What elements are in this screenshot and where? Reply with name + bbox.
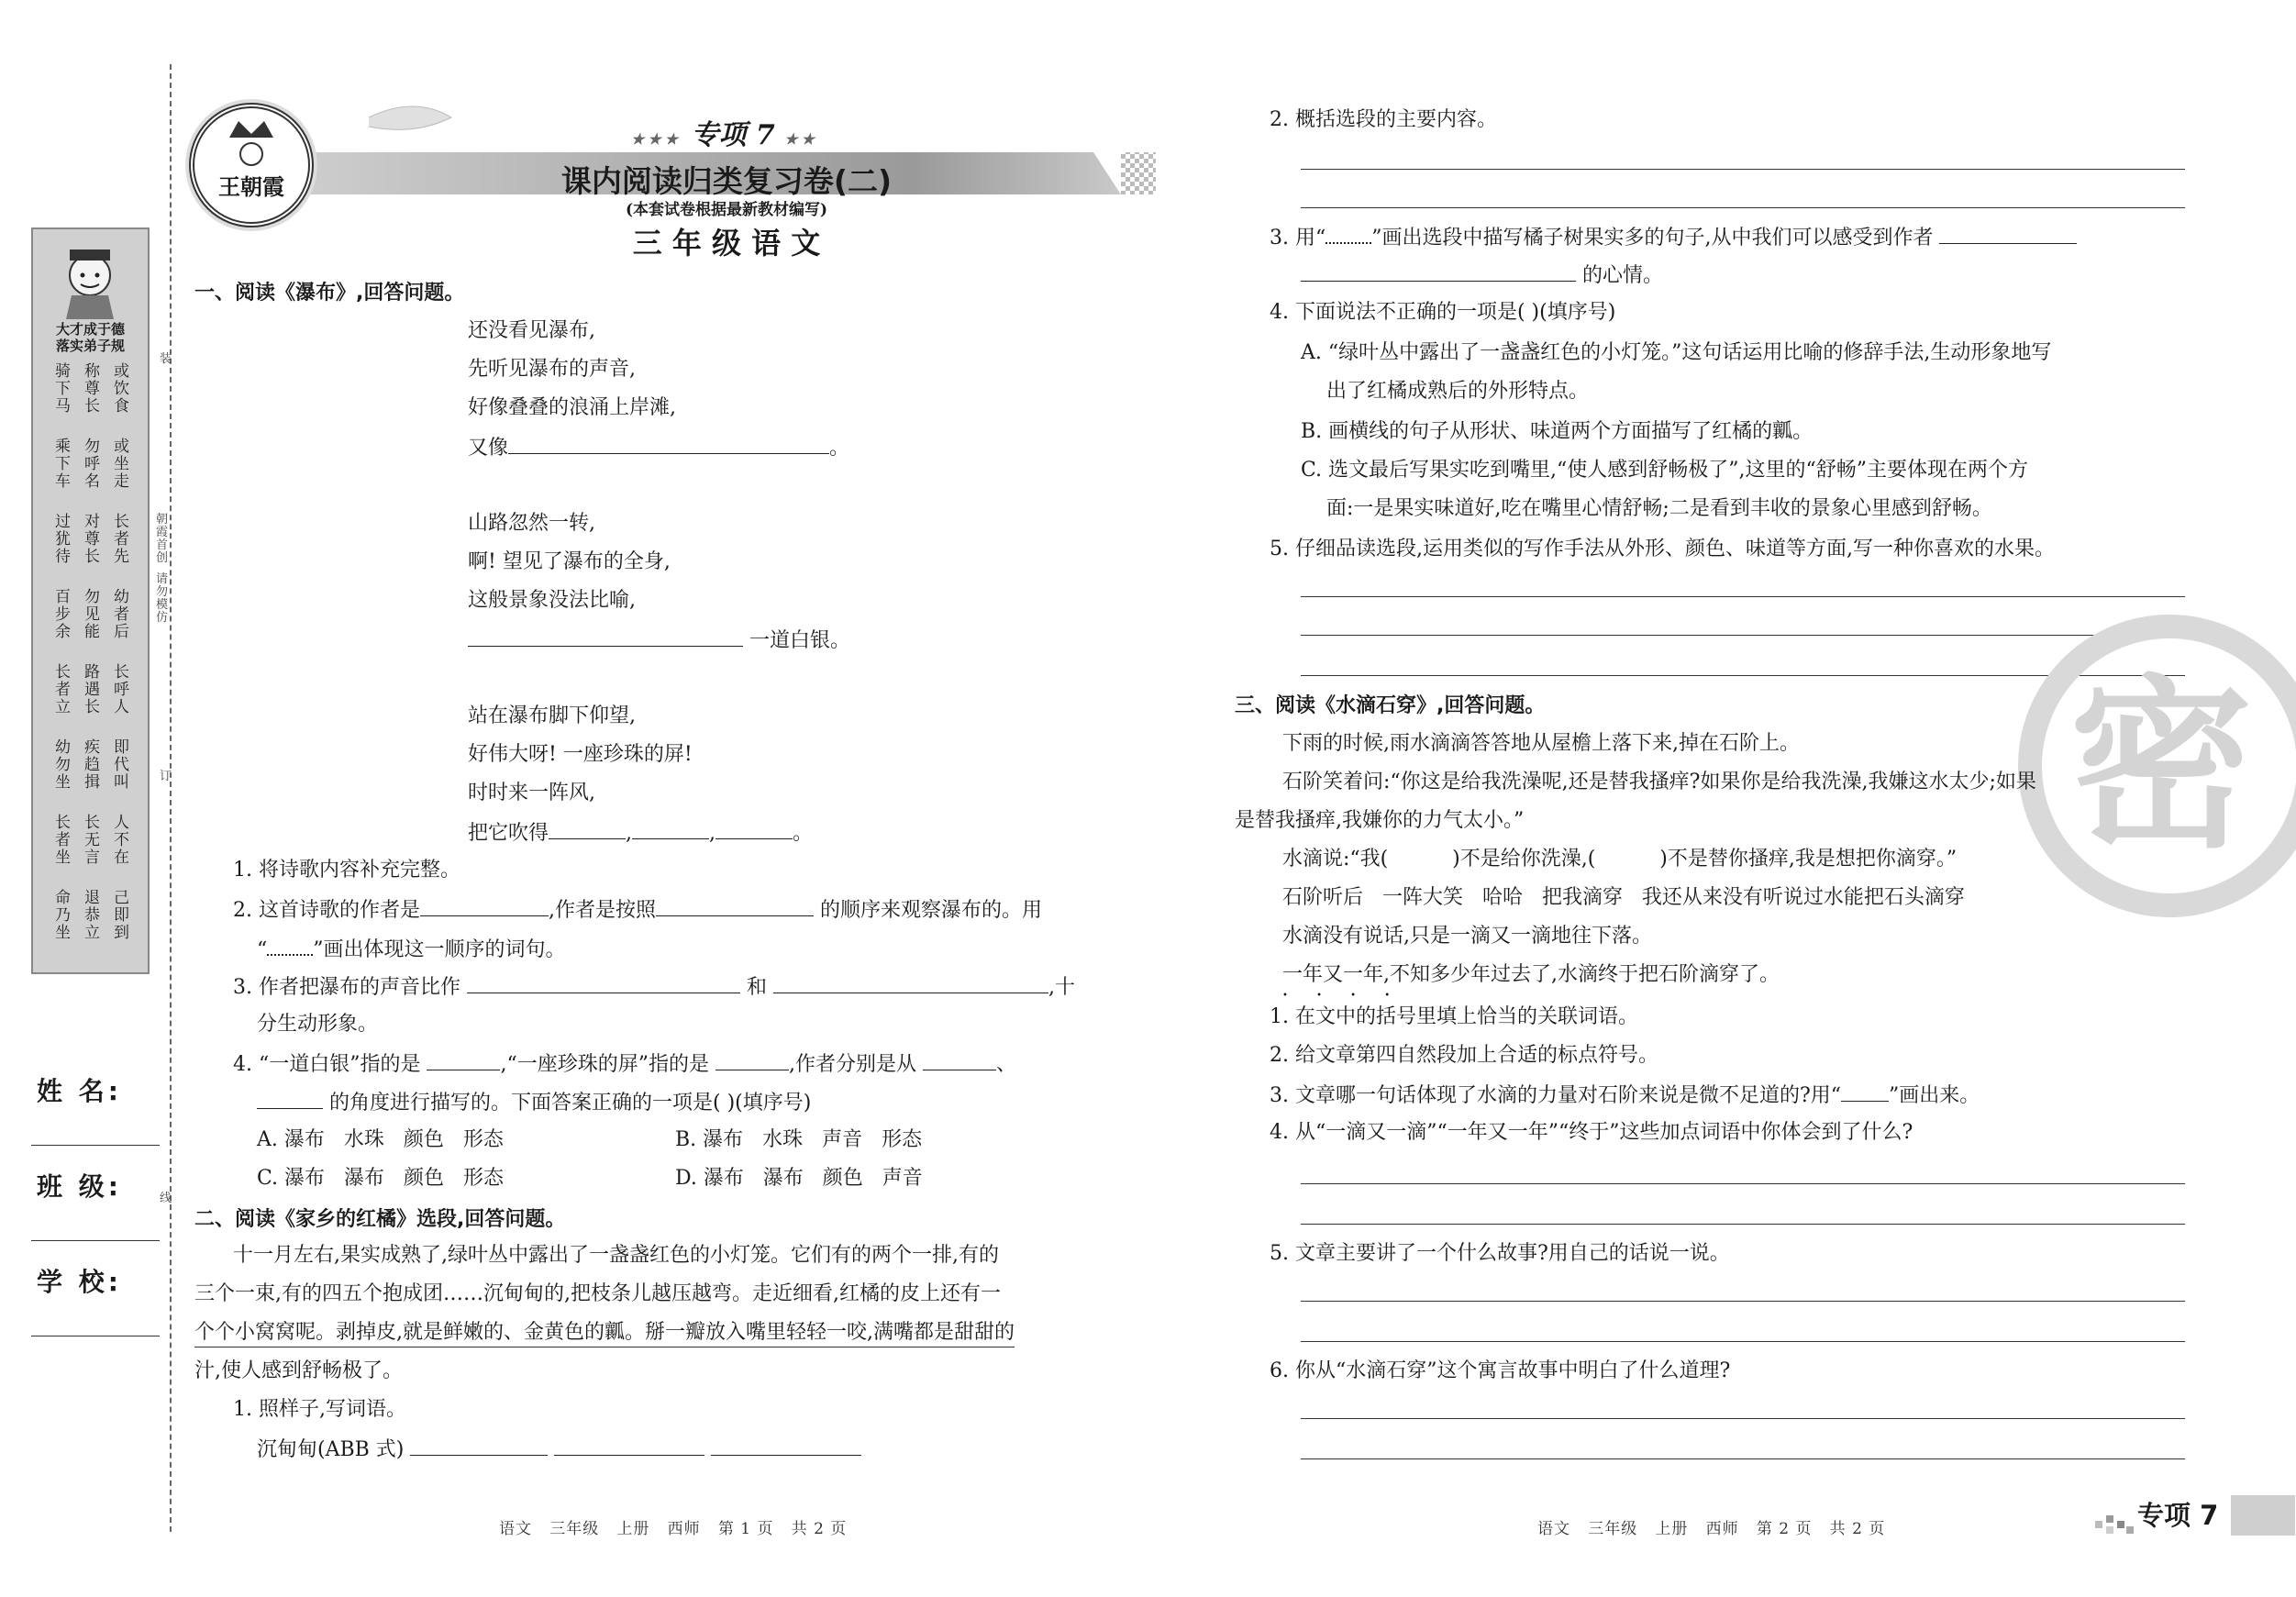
p1-question-3-cont: 分生动形象。	[257, 1013, 379, 1036]
p3-q3-text-b: ”画出来。	[1889, 1084, 1980, 1107]
series-badge	[631, 112, 818, 152]
exam-note: (本套试卷根据最新教材编写)	[625, 201, 828, 219]
class-label: 班 级:	[37, 1171, 122, 1202]
poem-line-2: 先听见瀑布的声音,	[468, 358, 636, 381]
rule-column: 长者立	[55, 663, 71, 716]
rule-column: 乘下车	[55, 438, 71, 491]
p2-wavy-sample	[1325, 222, 1371, 244]
rule-column: 命乃坐	[55, 889, 71, 942]
poem-blank-1[interactable]	[508, 433, 829, 454]
p2-passage-line-3: 个个小窝窝呢。剥掉皮,就是鲜嫩的、金黄色的瓤。掰一瓣放入嘴里轻轻一咬,满嘴都是甜甜的	[194, 1319, 1015, 1347]
p1-q4-text-b: ,“一座珍珠的屏”指的是	[500, 1053, 709, 1076]
p2-question-5: 5. 仔细品读选段,运用类似的写作手法从外形、颜色、味道等方面,写一种你喜欢的水果。	[1270, 538, 2055, 560]
p1-question-3	[233, 972, 1075, 1002]
p1-option-d[interactable]: D. 瀑布 瀑布 颜色 声音	[675, 1167, 923, 1190]
poem-line-7: 这般景象没法比喻,	[468, 589, 636, 612]
poem-blank-4[interactable]	[632, 818, 709, 839]
p2-q2-answer-line-1[interactable]	[1301, 169, 2185, 170]
p2-q1-blank-2[interactable]	[554, 1435, 704, 1456]
p1-q4-text-e: 的角度进行描写的。下面答案正确的一项是( )(填序号)	[329, 1092, 812, 1115]
p2-q1-blank-1[interactable]	[410, 1435, 548, 1456]
poem-line-12-text: 把它吹得	[468, 822, 549, 845]
rules-title-1: 大才成于德	[55, 321, 125, 338]
rule-column: 幼者后	[114, 588, 129, 641]
p2-q2-answer-line-2[interactable]	[1301, 207, 2185, 208]
p2-q3-blank-1[interactable]	[1939, 223, 2077, 244]
p3-q4-answer-line-1[interactable]	[1301, 1183, 2185, 1184]
poem-line-5: 山路忽然一转,	[468, 512, 595, 535]
poem-line-3: 好像叠叠的浪涌上岸滩,	[468, 396, 676, 419]
rule-column: 长无言	[84, 814, 100, 867]
p3-q6-answer-line-2[interactable]	[1301, 1458, 2185, 1459]
p1-q4-blank-4[interactable]	[257, 1088, 323, 1109]
p2-q5-answer-line-1[interactable]	[1301, 596, 2185, 597]
footer-tab-label: 专项 7	[2137, 1500, 2219, 1531]
p1-q4-text-c: ,作者分别是从	[788, 1053, 916, 1076]
rule-column: 或坐走	[114, 438, 129, 491]
name-field[interactable]	[31, 1145, 160, 1146]
p2-q5-answer-line-2[interactable]	[1301, 635, 2185, 636]
p1-question-4-cont	[257, 1088, 811, 1117]
rules-panel	[31, 227, 150, 974]
p3-question-5: 5. 文章主要讲了一个什么故事?用自己的话说一说。	[1270, 1242, 1730, 1265]
footer-page-2: 语文 三年级 上册 西师 第 2 页 共 2 页	[1537, 1520, 1886, 1538]
p1-q4-blank-1[interactable]	[427, 1049, 500, 1070]
p2-question-1: 1. 照样子,写词语。	[233, 1398, 406, 1421]
logo-text: 王朝霞	[218, 173, 284, 200]
rule-column: 或饮食	[114, 362, 129, 416]
p2-passage-line-4: 汁,使人感到舒畅极了。	[194, 1359, 403, 1382]
rule-column: 人不在	[114, 814, 129, 867]
p1-q2-text-d: “	[257, 938, 268, 961]
poem-line-8	[468, 626, 850, 655]
p2-question-2: 2. 概括选段的主要内容。	[1270, 108, 1497, 131]
p2-q4-option-c-cont: 面:一是果实味道好,吃在嘴里心情舒畅;二是看到丰收的景象心里感到舒畅。	[1326, 497, 1992, 520]
brand-logo	[189, 103, 314, 227]
watermark-char: 密	[2069, 660, 2254, 873]
p1-q3-text-c: ,十	[1048, 976, 1075, 999]
part2-heading: 二、阅读《家乡的红橘》选段,回答问题。	[194, 1208, 566, 1231]
p3-question-3	[1270, 1081, 1980, 1110]
p3-passage-line-6: 水滴没有说话,只是一滴又一滴地往下落。	[1282, 925, 1652, 948]
rule-column: 勿见能	[84, 588, 100, 641]
rule-column: 对尊长	[84, 513, 100, 566]
p3-question-4: 4. 从“一滴又一滴”“一年又一年”“终于”这些加点词语中你体会到了什么?	[1270, 1121, 1913, 1144]
student-cartoon-icon	[35, 237, 146, 319]
p3-passage-line-2: 石阶笑着问:“你这是给我洗澡呢,还是替我搔痒?如果你是给我洗澡,我嫌这水太少;如果	[1282, 771, 2036, 793]
p1-question-1: 1. 将诗歌内容补充完整。	[233, 859, 460, 882]
rule-column: 长者先	[114, 513, 129, 566]
name-label: 姓 名:	[37, 1076, 122, 1106]
p3-q5-answer-line-1[interactable]	[1301, 1301, 2185, 1302]
p1-q4-text-a: 4. “一道白银”指的是	[233, 1053, 421, 1076]
rule-column: 即代叫	[114, 738, 129, 792]
p3-passage-line-3: 是替我搔痒,我嫌你的力气太小。”	[1235, 809, 1525, 832]
exam-subject: 三 年 级 语 文	[632, 226, 821, 261]
rule-column: 幼勿坐	[55, 738, 71, 792]
rule-column: 疾趋揖	[84, 738, 100, 792]
binding-dashed-line	[170, 64, 172, 1532]
exam-title: 课内阅读归类复习卷(二)	[560, 163, 893, 199]
footer-tab-block	[2231, 1495, 2295, 1536]
poem-line-1: 还没看见瀑布,	[468, 319, 595, 342]
p3-passage-line-7: 一年又一年,不知多少年过去了,水滴终于把石阶滴穿了。	[1282, 963, 1780, 986]
rule-column: 百步余	[55, 588, 71, 641]
class-field[interactable]	[31, 1240, 160, 1241]
school-label: 学 校:	[37, 1267, 122, 1297]
binding-mark-3: 线	[160, 1192, 172, 1205]
p2-q1-example	[257, 1435, 861, 1464]
p1-q3-blank-2[interactable]	[773, 972, 1048, 993]
p1-q2-blank-author[interactable]	[420, 895, 549, 916]
rule-column: 勿呼名	[84, 438, 100, 491]
p1-option-c[interactable]: C. 瀑布 瀑布 颜色 形态	[257, 1167, 504, 1190]
rules-columns	[33, 363, 148, 969]
p2-question-3-cont	[1301, 261, 1663, 290]
poem-line-4: 又像 。	[468, 433, 849, 462]
p2-q1-example-text: 沉甸甸(ABB 式)	[257, 1438, 405, 1461]
p3-question-1: 1. 在文中的括号里填上恰当的关联词语。	[1270, 1005, 1638, 1028]
footer-tab	[2095, 1495, 2296, 1541]
p2-q1-blank-3[interactable]	[711, 1435, 861, 1456]
rule-column: 骑下马	[55, 362, 71, 416]
rule-column: 长者坐	[55, 814, 71, 867]
p3-q5-answer-line-2[interactable]	[1301, 1341, 2185, 1342]
p3-q6-answer-line-1[interactable]	[1301, 1418, 2185, 1419]
p1-q4-blank-3[interactable]	[923, 1049, 996, 1070]
p2-q4-option-a-cont: 出了红橘成熟后的外形特点。	[1326, 380, 1590, 403]
p2-passage-line-2: 三个一束,有的四五个抱成团……沉甸甸的,把枝条儿越压越弯。走近细看,红橘的皮上还有一	[194, 1282, 1001, 1305]
p2-passage-line-1: 十一月左右,果实成熟了,绿叶丛中露出了一盏盏红色的小灯笼。它们有的两个一排,有的	[233, 1244, 999, 1267]
p1-q3-text-b: 和	[746, 976, 767, 999]
rule-column: 己即到	[114, 889, 129, 942]
rule-column: 路遇长	[84, 663, 100, 716]
poem-line-12: 把它吹得 , , 。	[468, 818, 813, 848]
p2-q3-text-a: 3. 用“	[1270, 227, 1326, 250]
binding-mark-1: 装	[160, 352, 172, 366]
p1-question-4	[233, 1049, 1016, 1079]
p1-question-2-cont	[257, 934, 566, 964]
p2-q3-blank-2[interactable]	[1301, 261, 1576, 282]
poem-line-10: 好伟大呀! 一座珍珠的屏!	[468, 743, 693, 766]
footer-page-1: 语文 三年级 上册 西师 第 1 页 共 2 页	[499, 1520, 848, 1538]
part1-heading: 一、阅读《瀑布》,回答问题。	[194, 282, 465, 305]
p3-passage-line-1: 下雨的时候,雨水滴滴答答地从屋檐上落下来,掉在石阶上。	[1282, 732, 1800, 755]
p2-question-4: 4. 下面说法不正确的一项是( )(填序号)	[1270, 301, 1616, 324]
rule-column: 称尊长	[84, 362, 100, 416]
poem-line-8-text: 一道白银。	[749, 629, 851, 652]
poem-line-11: 时时来一阵风,	[468, 782, 595, 804]
rule-column: 退恭立	[84, 889, 100, 942]
p2-q4-option-a[interactable]: A. “绿叶丛中露出了一盏盏红色的小灯笼。”这句话运用比喻的修辞手法,生动形象地写	[1301, 341, 2052, 364]
rule-column: 长呼人	[114, 663, 129, 716]
p1-q3-text-a: 3. 作者把瀑布的声音比作	[233, 976, 460, 999]
crown-icon	[194, 108, 308, 222]
p3-question-6: 6. 你从“水滴石穿”这个寓言故事中明白了什么道理?	[1270, 1359, 1731, 1382]
p2-q4-option-c[interactable]: C. 选文最后写果实吃到嘴里,“使人感到舒畅极了”,这里的“舒畅”主要体现在两个方	[1301, 459, 2029, 482]
p1-q3-blank-1[interactable]	[467, 972, 740, 993]
poem-blank-2[interactable]	[468, 626, 743, 647]
p1-q2-text-b: ,作者是按照	[548, 899, 656, 922]
p3-passage-line-4: 水滴说:“我( )不是给你洗澡,( )不是替你搔痒,我是想把你滴穿。”	[1282, 848, 1958, 871]
rule-column: 过犹待	[55, 513, 71, 566]
poem-line-9: 站在瀑布脚下仰望,	[468, 704, 636, 727]
p1-q2-text-c: 的顺序来观察瀑布的。用	[819, 899, 1042, 922]
emphasis-dots: • • • •	[1282, 991, 1403, 1001]
wavy-underline-sample	[267, 934, 313, 956]
poem-line-4-text: 又像	[468, 437, 509, 460]
binding-note-1: 朝霞首创	[156, 513, 169, 565]
binding-note-2: 请勿模仿	[156, 572, 169, 625]
p1-q4-blank-2[interactable]	[715, 1049, 789, 1070]
p1-question-2	[233, 895, 1042, 925]
p3-question-2: 2. 给文章第四自然段加上合适的标点符号。	[1270, 1044, 1658, 1067]
watermark-seal	[2018, 615, 2296, 917]
p1-option-a[interactable]: A. 瀑布 水珠 颜色 形态	[257, 1128, 504, 1151]
rules-title-2: 落实弟子规	[55, 338, 125, 354]
binding-mark-2: 订	[160, 770, 172, 783]
p3-passage-line-5: 石阶听后 一阵大笑 哈哈 把我滴穿 我还从来没有听说过水能把石头滴穿	[1282, 886, 1965, 909]
part3-heading: 三、阅读《水滴石穿》,回答问题。	[1235, 694, 1546, 717]
p2-q4-option-b[interactable]: B. 画横线的句子从形状、味道两个方面描写了红橘的瓤。	[1301, 420, 1814, 443]
p1-option-b[interactable]: B. 瀑布 水珠 声音 形态	[675, 1128, 923, 1151]
straight-underline-sample	[1841, 1081, 1889, 1102]
badge-stars-right: ★★	[784, 130, 818, 148]
p1-q2-text-e: ”画出体现这一顺序的词句。	[313, 938, 566, 961]
p3-q3-text-a: 3. 文章哪一句话体现了水滴的力量对石阶来说是微不足道的?用“	[1270, 1084, 1842, 1107]
p2-question-3	[1270, 222, 2077, 252]
checker-decoration-icon	[2095, 1503, 2135, 1536]
badge-stars-left: ★★★	[631, 130, 682, 148]
p2-q3-text-b: ”画出选段中描写橘子树果实多的句子,从中我们可以感受到作者	[1371, 227, 1934, 250]
p1-q4-text-d: 、	[995, 1053, 1016, 1076]
badge-text: 专项 7	[691, 119, 775, 151]
poem-blank-5[interactable]	[715, 818, 793, 839]
p3-q4-answer-line-2[interactable]	[1301, 1224, 2185, 1225]
p2-q3-text-c: 的心情。	[1582, 264, 1664, 287]
p1-q2-blank-order[interactable]	[656, 895, 814, 916]
p1-q2-text-a: 2. 这首诗歌的作者是	[233, 899, 420, 922]
poem-line-6: 啊! 望见了瀑布的全身,	[468, 550, 671, 573]
poem-blank-3[interactable]	[549, 818, 626, 839]
